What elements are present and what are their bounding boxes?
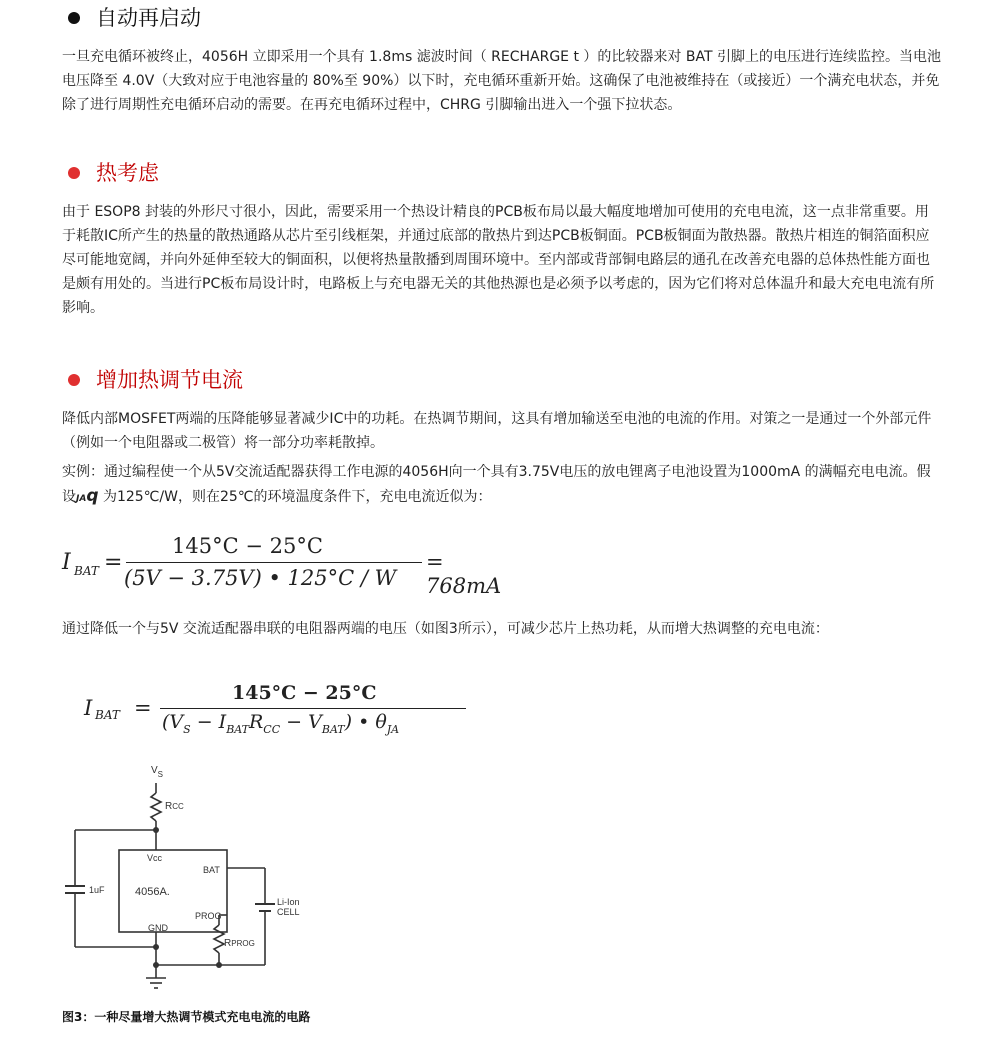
theta-symbol: q (86, 486, 99, 506)
vcc-pin-label: Vcc (147, 853, 163, 863)
example-text: 实例：通过编程使一个从5V交流适配器获得工作电源的4056H向一个具有3.75V电压的放电锂离子电池设置为1000mA 的满幅充电电流。假设 (62, 464, 931, 505)
den-sub: JA (386, 722, 400, 736)
formula-ibat-general (82, 680, 482, 742)
formula-numerator: 145°C − 25°C (172, 534, 323, 558)
den-part: ) • θ (344, 711, 387, 733)
prog-pin-label: PROG (195, 911, 222, 921)
paragraph-mosfet: 降低内部MOSFET两端的压降能够显著减少IC中的功耗。在热调节期间，这具有增加输送至电池的电流的作用。对策之一是通过一个外部元件（例如一个电阻器或二极管）将一部分功率耗散掉。 (62, 411, 932, 451)
den-sub: CC (263, 722, 281, 736)
den-part: − V (280, 711, 322, 733)
cap-label: 1uF (89, 885, 105, 895)
formula-lhs-subscript: BAT (74, 564, 99, 578)
cell-label: Li-Ion (277, 897, 300, 907)
junction-dot (153, 827, 159, 833)
rprog-label: RPROG (224, 938, 255, 949)
section-title: 自动再启动 (96, 6, 201, 30)
paragraph-auto-restart: 一旦充电循环被终止，4056H 立即采用一个具有 1.8ms 滤波时间（ RECHARGE t ）的比较器来对 BAT 引脚上的电压进行连续监控。当电池电压降至 4.0V（大致对应于电池容量的 80%至 90%）以下时，充电循环重新开始。这确保了电池被维持在（或接近）一个满充电状态，并免除了进行周期性充电循环启动的需要。在再充电循环过程中，CHRG 引脚输出进入一个强下拉状态。 (62, 49, 941, 113)
formula-denominator (162, 711, 399, 736)
den-part: − I (190, 711, 227, 733)
rprog-resistor (214, 925, 224, 953)
chip-label: 4056A. (135, 886, 170, 898)
den-part: R (248, 711, 264, 733)
section-heading-auto-restart (62, 3, 201, 33)
gnd-pin-label: GND (148, 923, 168, 933)
den-part: (V (162, 711, 184, 733)
formula-lhs-subscript: BAT (95, 708, 120, 722)
rcc-resistor (151, 793, 161, 821)
formula-equals: = (134, 696, 152, 720)
figure-caption: 图3：一种尽量增大热调节模式充电电流的电路 (62, 1010, 311, 1024)
formula-equals: = (104, 550, 123, 575)
paragraph-example (62, 460, 942, 511)
formula-result: = 768mA (426, 550, 502, 598)
den-sub: BAT (226, 722, 249, 736)
section-title: 增加热调节电流 (96, 368, 243, 392)
example-text-tail: 为125℃/W，则在25℃的环境温度条件下，充电电流近似为： (98, 489, 492, 505)
formula-lhs: I (84, 696, 93, 720)
junction-dot (153, 944, 159, 950)
fraction-bar (160, 708, 466, 709)
formula-lhs: I (62, 550, 71, 575)
junction-dot (153, 962, 159, 968)
bullet-icon (68, 374, 80, 386)
charger-circuit-diagram (55, 755, 300, 1000)
paragraph-reduce-voltage: 通过降低一个与5V 交流适配器串联的电阻器两端的电压（如图3所示），可减少芯片上热功耗，从而增大热调整的充电电流： (62, 621, 829, 637)
junction-dot (216, 962, 222, 968)
formula-ibat-768 (60, 532, 502, 598)
rcc-label: RCC (165, 801, 184, 812)
fraction-bar (126, 562, 422, 563)
paragraph-thermal: 由于 ESOP8 封装的外形尺寸很小，因此，需要采用一个热设计精良的PCB板布局以最大幅度地增加可使用的充电电流，这一点非常重要。用于耗散IC所产生的热量的散热通路从芯片至引线框架，并通过底部的散热片到达PCB板铜面。PCB板铜面为散热器。散热片相连的铜箔面积应尽可能地宽阔，并向外延伸至较大的铜面积，以便将热量散播到周围环境中。至内部或背部铜电路层的通孔在改善充电器的总体热性能方面也是颇有用处的。当进行PC板布局设计时，电路板上与充电器无关的其他热源也是必须予以考虑的，因为它们将对总体温升和最大充电电流有所影响。 (62, 204, 935, 316)
den-sub: BAT (321, 722, 345, 736)
section-title: 热考虑 (96, 161, 159, 185)
den-sub: S (183, 722, 191, 736)
bullet-icon (68, 167, 80, 179)
formula-numerator: 145°C − 25°C (232, 682, 377, 704)
vs-label: $V_S$ (151, 765, 164, 779)
formula-denominator: (5V − 3.75V) • 125°C / W (124, 566, 397, 590)
bullet-icon (68, 12, 80, 24)
cell-label: CELL (277, 907, 300, 917)
section-heading-thermal (62, 158, 159, 188)
theta-subscript: JA (76, 494, 87, 504)
section-heading-thermal-current (62, 365, 243, 395)
bat-pin-label: BAT (203, 865, 220, 875)
